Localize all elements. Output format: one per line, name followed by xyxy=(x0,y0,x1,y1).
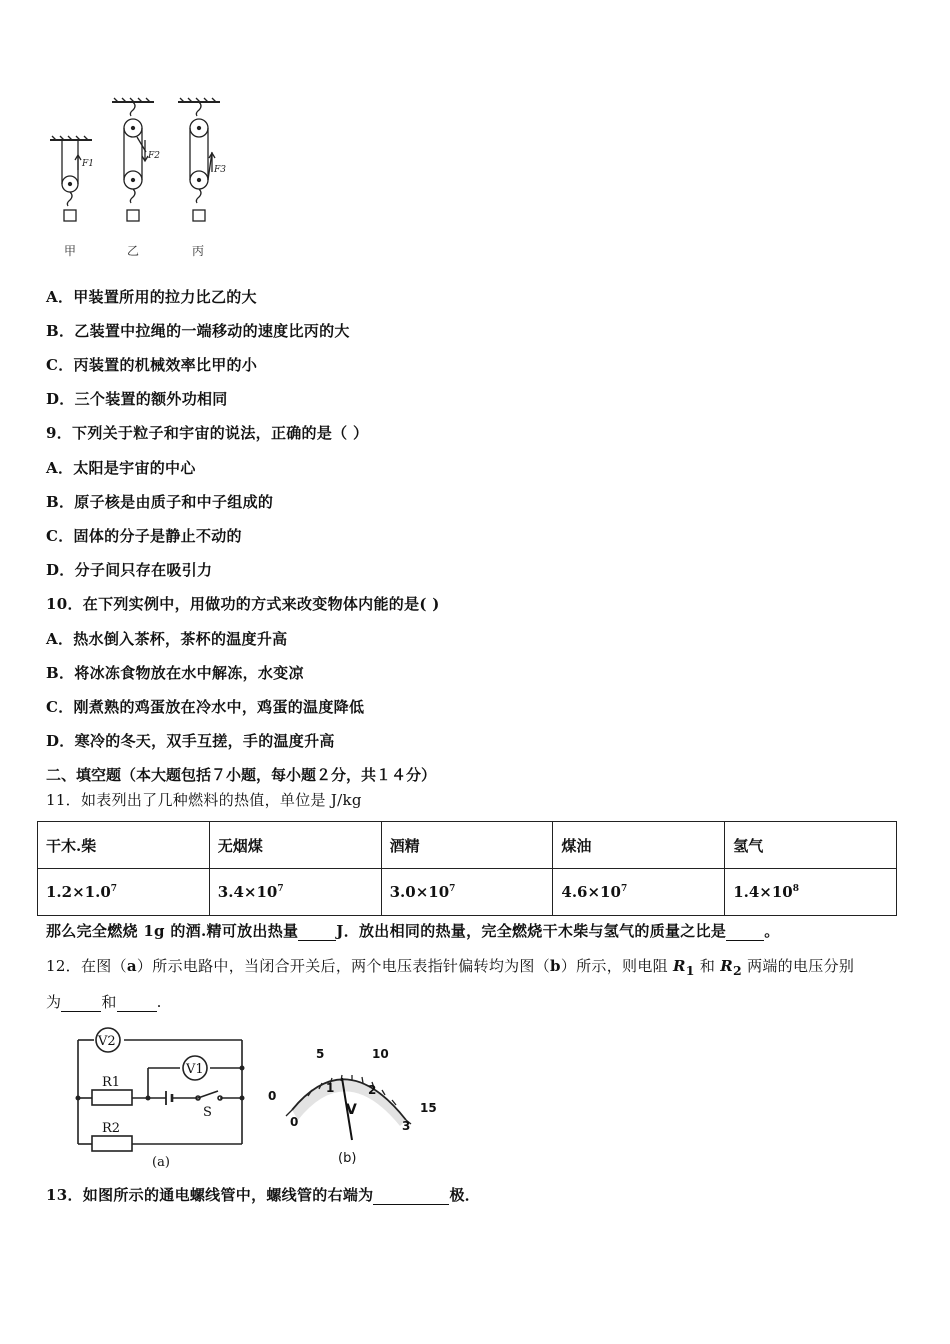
table-cell: $3.0\times 10^7$ xyxy=(381,869,553,916)
table-cell: $3.4\times 10^7$ xyxy=(209,869,381,916)
q10-option-b: B．将冰冻食物放在水中解冻，水变凉 xyxy=(46,664,304,682)
circuit-diagram xyxy=(70,1020,250,1170)
q9-option-b: B．原子核是由质子和中子组成的 xyxy=(46,493,274,511)
force-label: F3 xyxy=(214,165,226,175)
answer-blank[interactable] xyxy=(61,1011,101,1012)
q9-option-d: D．分子间只存在吸引力 xyxy=(46,561,213,579)
switch-label: S xyxy=(203,1105,212,1120)
table-header-cell: 无烟煤 xyxy=(209,822,381,869)
table-cell: $1.4\times 10^8$ xyxy=(725,869,897,916)
q8-option-d: D．三个装置的额外功相同 xyxy=(46,390,228,408)
dial-bottom-tick: 2 xyxy=(368,1083,377,1097)
dial-bottom-tick: 1 xyxy=(326,1081,335,1095)
table-cell: $4.6\times 10^7$ xyxy=(553,869,725,916)
fuel-heat-table xyxy=(37,821,897,916)
voltmeter-v1-label: V1 xyxy=(186,1062,204,1077)
q12-line2: 为 和 . xyxy=(46,993,162,1011)
dial-bottom-tick: 3 xyxy=(402,1119,411,1133)
q10-option-d: D．寒冷的冬天，双手互搓，手的温度升高 xyxy=(46,732,335,750)
q11-stem: 11．如表列出了几种燃料的热值，单位是 J/kg xyxy=(46,791,362,809)
figure-caption: (b) xyxy=(338,1151,357,1166)
answer-blank[interactable] xyxy=(117,1011,157,1012)
q8-option-a: A．甲装置所用的拉力比乙的大 xyxy=(46,288,257,306)
pulley-figure xyxy=(40,92,240,262)
figure-caption: (a) xyxy=(152,1155,170,1170)
table-header-cell: 酒精 xyxy=(381,822,553,869)
force-label: F2 xyxy=(148,151,160,161)
dial-unit: V xyxy=(346,1102,357,1118)
table-header-cell: 干木.柴 xyxy=(38,822,210,869)
voltmeter-dial xyxy=(262,1038,442,1168)
answer-blank[interactable] xyxy=(373,1204,449,1205)
table-header-cell: 氢气 xyxy=(725,822,897,869)
answer-blank[interactable] xyxy=(726,940,764,941)
figure-label: 乙 xyxy=(127,244,140,258)
figure-label: 丙 xyxy=(192,244,205,258)
dial-bottom-tick: 0 xyxy=(290,1115,299,1129)
q12-line1: 12．在图（a）所示电路中，当闭合开关后，两个电压表指针偏转均为图（b）所示，则电阻 $R_1$ 和 $R_2$ 两端的电压分别 xyxy=(46,957,855,978)
q10-stem: 10．在下列实例中，用做功的方式来改变物体内能的是( ) xyxy=(46,595,440,613)
section-heading: 二、填空题（本大题包括７小题，每小题２分，共１４分） xyxy=(46,766,437,784)
table-cell: $1.2\times 1.0^7$ xyxy=(38,869,210,916)
force-label: F1 xyxy=(82,159,94,169)
figure-label: 甲 xyxy=(64,244,77,258)
voltmeter-v2-label: V2 xyxy=(98,1034,116,1049)
q9-stem: 9．下列关于粒子和宇宙的说法，正确的是（ ） xyxy=(46,424,369,442)
q8-option-b: B．乙装置中拉绳的一端移动的速度比丙的大 xyxy=(46,322,350,340)
q10-option-a: A．热水倒入茶杯，茶杯的温度升高 xyxy=(46,630,288,648)
table-row xyxy=(38,869,897,916)
table-header-cell: 煤油 xyxy=(553,822,725,869)
q9-option-a: A．太阳是宇宙的中心 xyxy=(46,459,196,477)
q9-option-c: C．固体的分子是静止不动的 xyxy=(46,527,242,545)
answer-blank[interactable] xyxy=(298,940,336,941)
q11-question: 那么完全燃烧 1g 的酒.精可放出热量 J．放出相同的热量，完全燃烧干木柴与氢气的质量之比是 。 xyxy=(46,922,780,940)
dial-top-tick: 5 xyxy=(316,1047,325,1061)
q8-option-c: C．丙装置的机械效率比甲的小 xyxy=(46,356,258,374)
q10-option-c: C．刚煮熟的鸡蛋放在冷水中，鸡蛋的温度降低 xyxy=(46,698,365,716)
dial-top-tick: 10 xyxy=(372,1047,389,1061)
dial-top-tick: 15 xyxy=(420,1101,437,1115)
resistor-r2-label: R2 xyxy=(102,1121,121,1136)
resistor-r1-label: R1 xyxy=(102,1075,121,1090)
table-header-row xyxy=(38,822,897,869)
dial-top-tick: 0 xyxy=(268,1089,277,1103)
q13-question: 13．如图所示的通电螺线管中，螺线管的右端为 极． xyxy=(46,1186,481,1204)
